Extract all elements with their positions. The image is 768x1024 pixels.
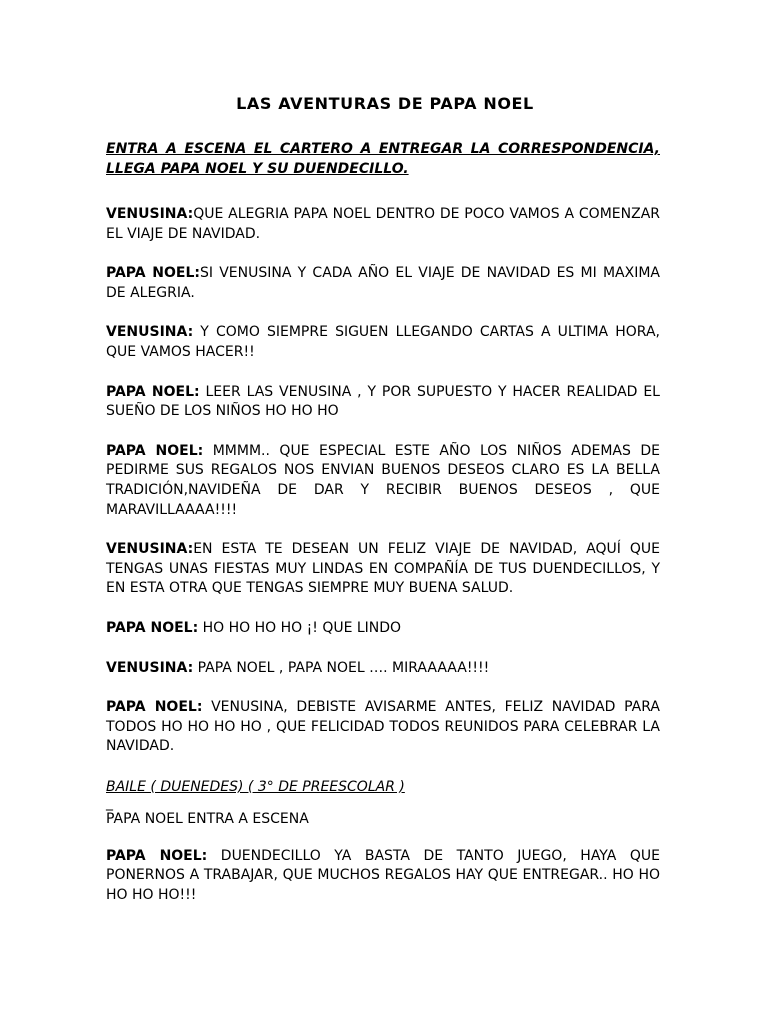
dialogue-text: LEER LAS VENUSINA , Y POR SUPUESTO Y HACER REALIDAD EL SUEÑO DE LOS NIÑOS HO HO HO: [106, 383, 660, 420]
speaker-name: VENUSINA:: [106, 206, 194, 222]
document-title: LAS AVENTURAS DE PAPA NOEL: [236, 94, 534, 113]
speaker-name: PAPA NOEL:: [106, 847, 208, 864]
dialogue-line: [106, 383, 660, 422]
dialogue-line: [106, 698, 660, 757]
dialogue-line: [106, 619, 660, 639]
dialogue-line: [106, 659, 660, 679]
dialogue-text: HO HO HO HO ¡! QUE LINDO: [198, 619, 402, 636]
dialogue-line: [106, 540, 660, 599]
dialogue-text: VENUSINA, DEBISTE AVISARME ANTES, FELIZ NAVIDAD PARA TODOS HO HO HO HO , QUE FELICIDAD TODOS REUNIDOS PARA CELEBRAR LA NAVIDAD.: [106, 699, 660, 755]
dialogue-line: [106, 264, 660, 303]
stage-direction: ENTRA A ESCENA EL CARTERO A ENTREGAR LA CORRESPONDENCIA, LLEGA PAPA NOEL Y SU DUENDECILLO.: [106, 141, 660, 177]
dialogue-text: QUE ALEGRIA PAPA NOEL DENTRO DE POCO VAMOS A COMENZAR EL VIAJE DE NAVIDAD.: [106, 206, 660, 242]
dialogue-text: DUENDECILLO YA BASTA DE TANTO JUEGO, HAYA QUE PONERNOS A TRABAJAR, QUE MUCHOS REGALOS HAY QUE ENTREGAR.. HO HO HO HO HO!!!: [106, 847, 660, 904]
speaker-name: PAPA NOEL:: [106, 619, 199, 636]
speaker-name: PAPA NOEL:: [106, 265, 200, 282]
dance-note: BAILE ( DUENEDES) ( 3° DE PREESCOLAR ): [106, 778, 405, 795]
dialogue-text: SI VENUSINA Y CADA AÑO EL VIAJE DE NAVIDAD ES MI MAXIMA DE ALEGRIA.: [106, 265, 661, 301]
speaker-name: PAPA NOEL:: [106, 442, 204, 459]
speaker-name: VENUSINA:: [106, 324, 194, 341]
dialogue-line: [106, 323, 660, 362]
dialogue-text: EN ESTA TE DESEAN UN FELIZ VIAJE DE NAVIDAD, AQUÍ QUE TENGAS UNAS FIESTAS MUY LINDAS EN COMPAÑÍA DE TUS DUENDECILLOS, Y EN ESTA OTRA QUE TENGAS SIEMPRE MUY BUENA SALUD.: [106, 541, 660, 597]
dialogue-text: PAPA NOEL , PAPA NOEL …. MIRAAAAA!!!!: [193, 659, 490, 676]
speaker-name: VENUSINA:: [106, 541, 194, 558]
dialogue-text: MMMM.. QUE ESPECIAL ESTE AÑO LOS NIÑOS ADEMAS DE PEDIRME SUS REGALOS NOS ENVIAN BUENOS DESEOS CLARO ES LA BELLA TRADICIÓN,NAVIDEÑA DE DAR Y RECIBIR BUENOS DESEOS , QUE MARAVILLAAAA!!!!: [106, 442, 660, 518]
speaker-name: PAPA NOEL:: [106, 699, 203, 716]
dialogue-line: [106, 847, 660, 906]
underscore-mark: _: [106, 794, 113, 811]
dialogue-line: [106, 442, 660, 520]
dialogue-text: Y COMO SIEMPRE SIGUEN LLEGANDO CARTAS A ULTIMA HORA, QUE VAMOS HACER!!: [106, 324, 660, 360]
dialogue-line: [106, 205, 660, 244]
scene-note: PAPA NOEL ENTRA A ESCENA: [106, 810, 309, 827]
speaker-name: VENUSINA:: [106, 659, 194, 676]
speaker-name: PAPA NOEL:: [106, 383, 200, 400]
